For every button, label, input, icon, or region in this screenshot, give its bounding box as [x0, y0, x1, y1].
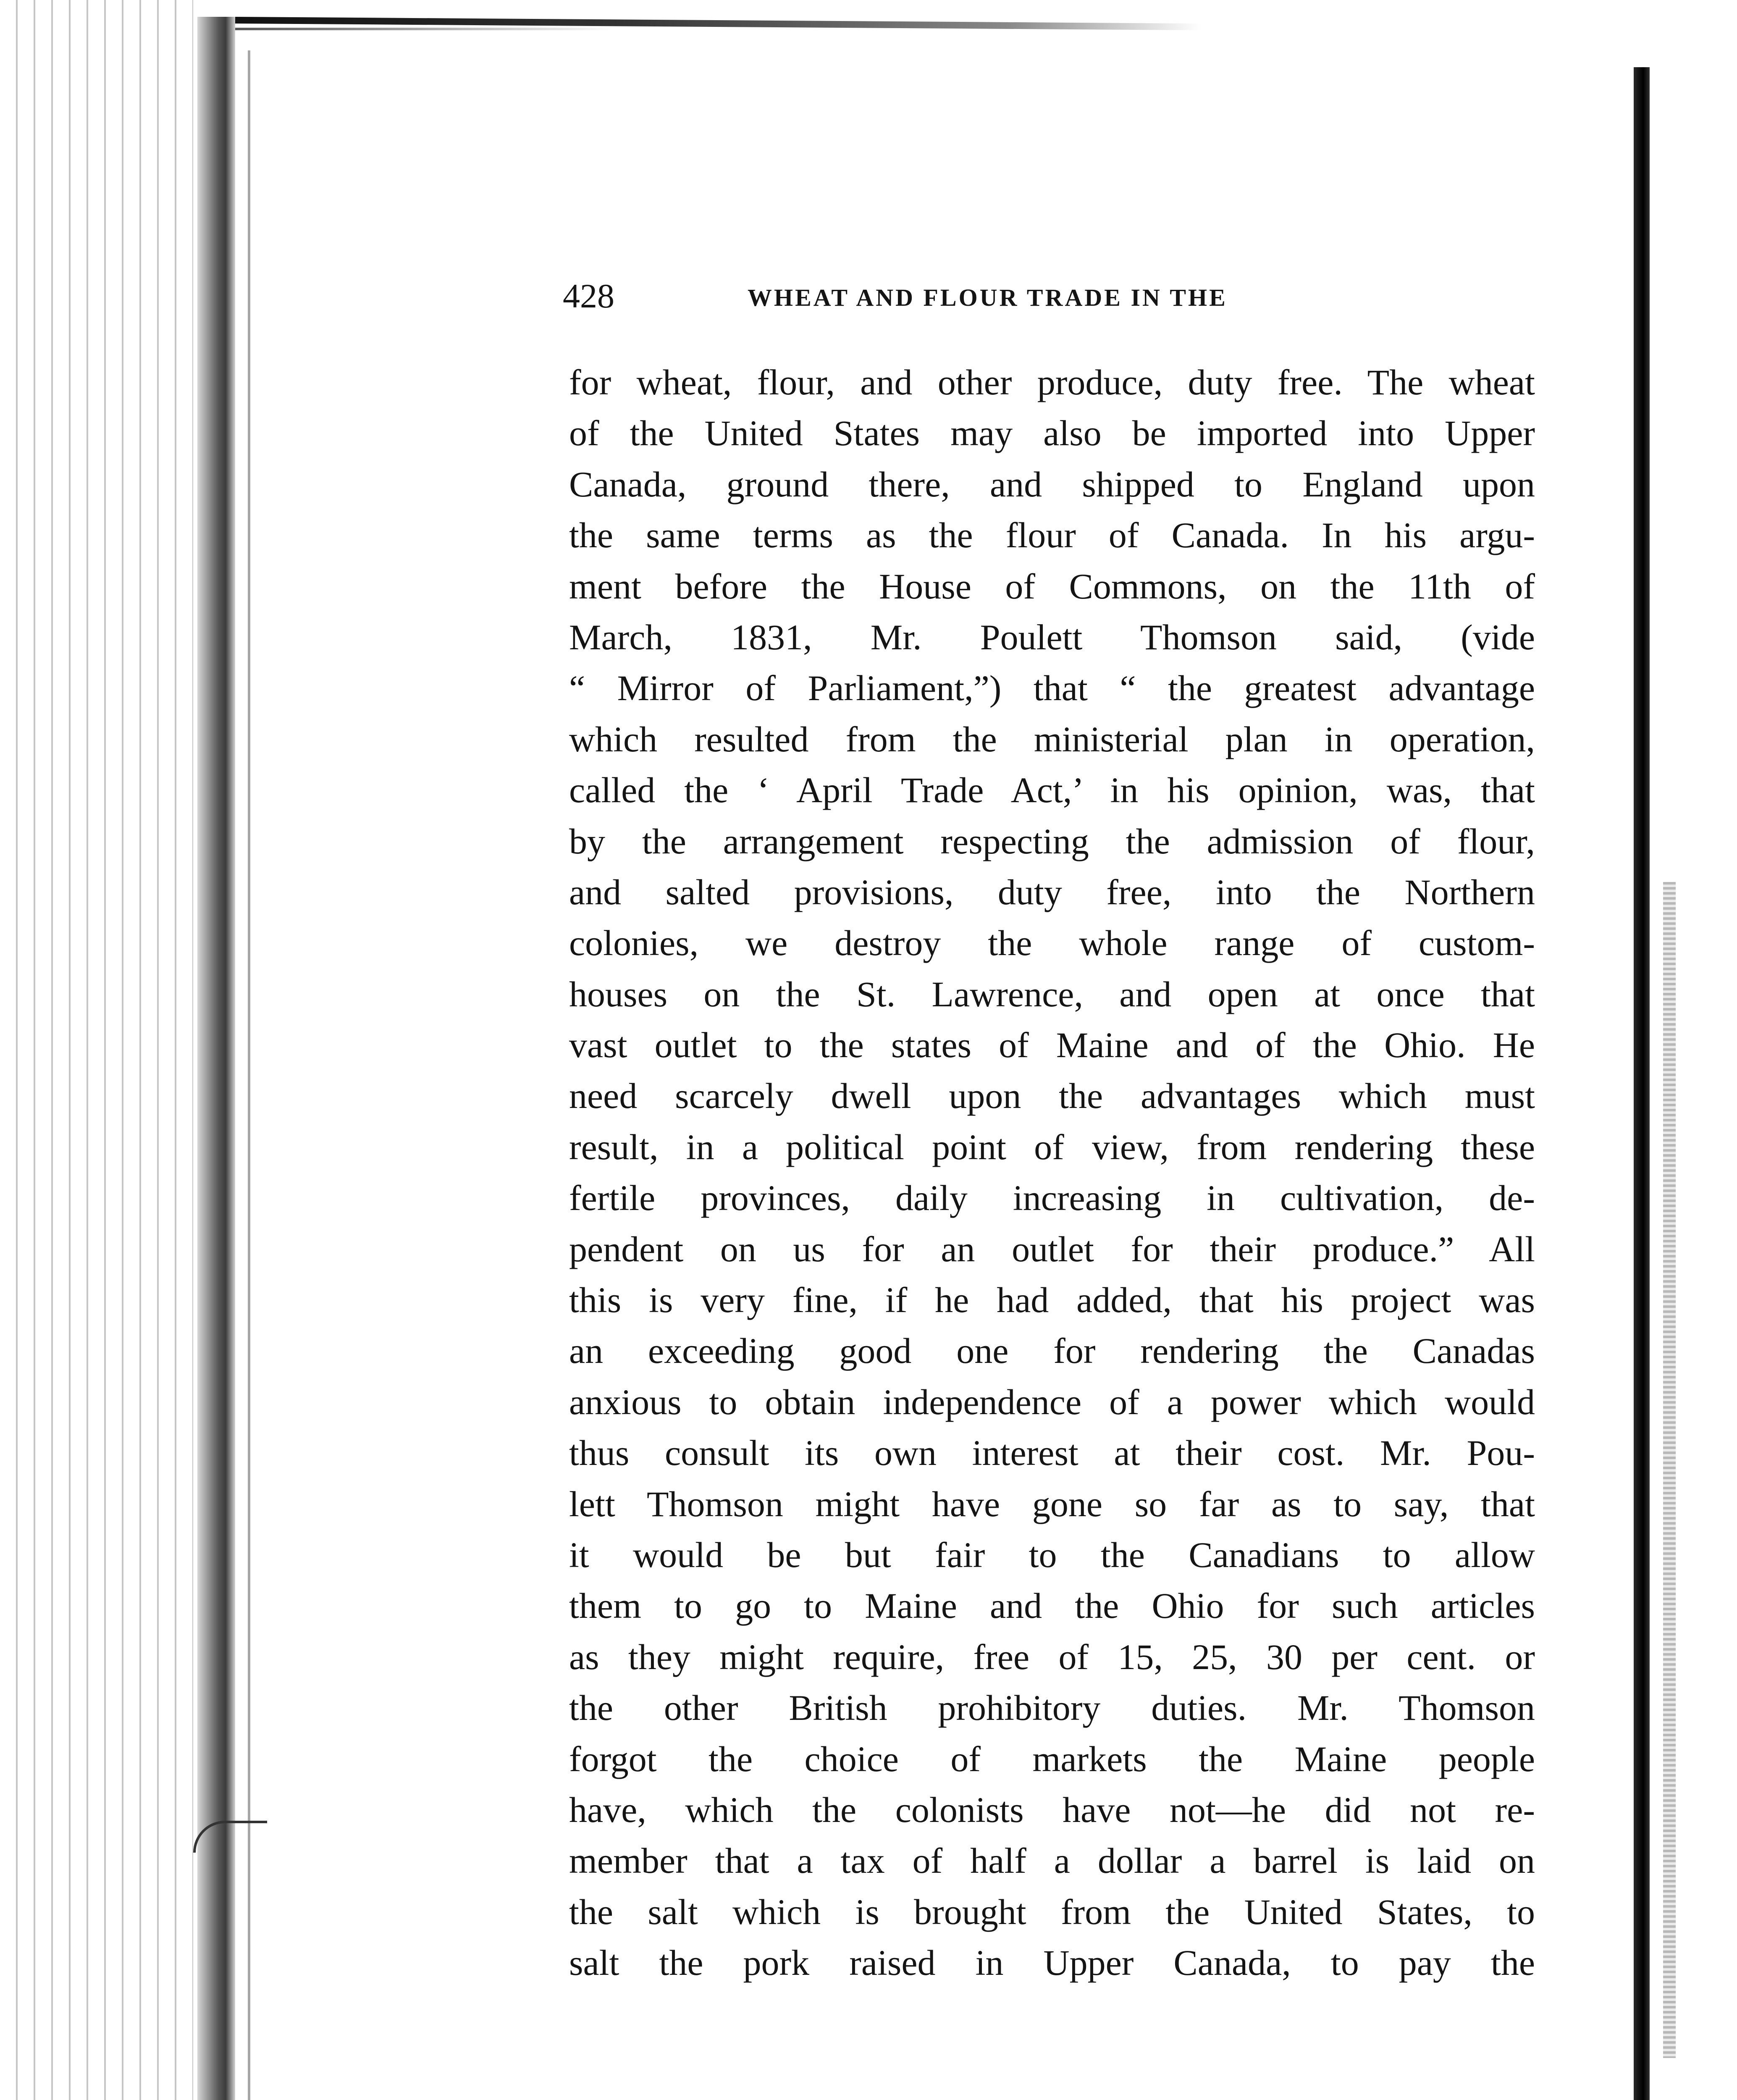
running-title: WHEAT AND FLOUR TRADE IN THE — [748, 284, 1228, 311]
text-line: need scarcely dwell upon the advantages which must — [569, 1076, 1535, 1116]
page-number: 428 — [563, 277, 614, 315]
scan-margin-shadow — [0, 0, 193, 2100]
text-line: have, which the colonists have not—he did not re- — [569, 1789, 1535, 1830]
text-line: the same terms as the flour of Canada. In his argu- — [569, 515, 1535, 556]
binding-gutter-shadow — [197, 17, 235, 2100]
text-line: the other British prohibitory duties. Mr. Thomson — [569, 1688, 1535, 1728]
text-line: member that a tax of half a dollar a barrel is laid on — [569, 1840, 1535, 1881]
text-line: result, in a political point of view, from rendering these — [569, 1126, 1535, 1167]
text-line: as they might require, free of 15, 25, 30 per cent. or — [569, 1636, 1535, 1677]
text-line: thus consult its own interest at their cost. Mr. Pou- — [569, 1433, 1535, 1473]
text-line: and salted provisions, duty free, into the Northern — [569, 872, 1535, 912]
text-line: salt the pork raised in Upper Canada, to pay the — [569, 1942, 1535, 1983]
text-line: pendent on us for an outlet for their produce.” All — [569, 1228, 1535, 1269]
text-line: lett Thomson might have gone so far as to say, that — [569, 1483, 1535, 1524]
text-line: this is very fine, if he had added, that his project was — [569, 1280, 1535, 1320]
text-line: which resulted from the ministerial plan in operation, — [569, 719, 1535, 759]
text-line: “ Mirror of Parliament,”) that “ the greatest advantage — [569, 668, 1535, 709]
scan-right-edge-texture — [1663, 882, 1676, 2058]
text-line: houses on the St. Lawrence, and open at once that — [569, 974, 1535, 1014]
text-line: called the ‘ April Trade Act,’ in his opinion, was, that — [569, 770, 1535, 811]
text-line: anxious to obtain independence of a power which would — [569, 1381, 1535, 1422]
text-line: by the arrangement respecting the admission of flour, — [569, 821, 1535, 861]
text-line: vast outlet to the states of Maine and of the Ohio. He — [569, 1025, 1535, 1066]
text-line: for wheat, flour, and other produce, duty free. The wheat — [569, 362, 1535, 402]
text-line: the salt which is brought from the United States, to — [569, 1891, 1535, 1932]
text-line: an exceeding good one for rendering the Canadas — [569, 1331, 1535, 1371]
text-line: it would be but fair to the Canadians to allow — [569, 1534, 1535, 1575]
text-line: them to go to Maine and the Ohio for such articles — [569, 1586, 1535, 1626]
running-head — [563, 273, 1541, 323]
text-line: of the United States may also be imported into Upper — [569, 413, 1535, 454]
text-line: ment before the House of Commons, on the 11th of — [569, 566, 1535, 606]
text-line: March, 1831, Mr. Poulett Thomson said, (vide — [569, 617, 1535, 657]
scan-right-edge — [1634, 67, 1650, 2100]
body-text — [569, 357, 1535, 1989]
scan-top-edge-faint — [235, 28, 613, 30]
text-line: forgot the choice of markets the Maine people — [569, 1738, 1535, 1779]
gutter-line — [248, 50, 250, 2100]
text-line: colonies, we destroy the whole range of custom- — [569, 923, 1535, 963]
text-line: fertile provinces, daily increasing in cultivation, de- — [569, 1178, 1535, 1218]
text-line: Canada, ground there, and shipped to England upon — [569, 464, 1535, 504]
